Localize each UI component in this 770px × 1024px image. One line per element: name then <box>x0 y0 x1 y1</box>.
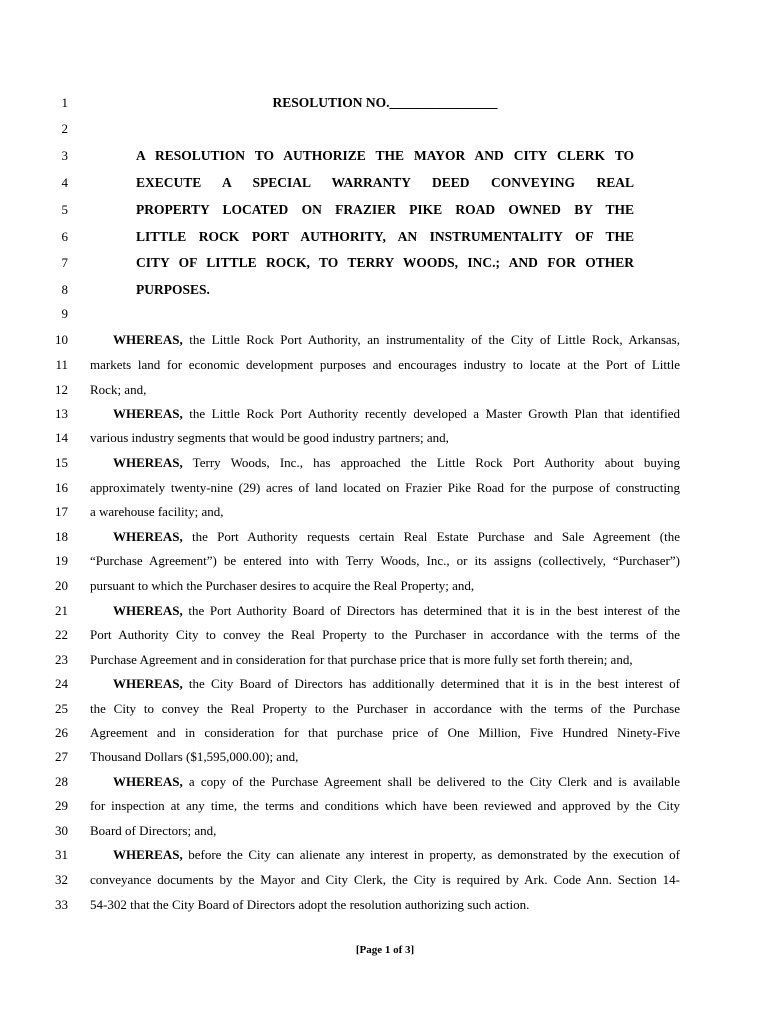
whereas-clause-start: WHEREAS, before the City can alienate any interest in property, as demonstrated by the execution of <box>113 847 680 862</box>
document-line <box>0 252 770 274</box>
line-number: 6 <box>61 229 68 244</box>
document-line <box>0 452 770 474</box>
document-line <box>0 427 770 449</box>
line-number: 18 <box>55 529 68 544</box>
line-number: 11 <box>55 357 68 372</box>
line-number: 23 <box>55 652 68 667</box>
whereas-clause-line: pursuant to which the Purchaser desires to acquire the Real Property; and, <box>90 578 475 593</box>
line-number: 16 <box>55 480 68 495</box>
whereas-clause-line: “Purchase Agreement”) be entered into with Terry Woods, Inc., or its assigns (collectively, “Purchaser”) <box>90 553 680 568</box>
document-line <box>0 771 770 793</box>
document-line <box>0 844 770 866</box>
document-line <box>0 403 770 425</box>
resolution-title-line: PURPOSES. <box>136 282 210 297</box>
whereas-clause-line: various industry segments that would be good industry partners; and, <box>90 430 449 445</box>
document-line <box>0 820 770 842</box>
line-number: 7 <box>61 255 68 270</box>
line-number: 13 <box>55 406 68 421</box>
resolution-title-line: EXECUTE A SPECIAL WARRANTY DEED CONVEYING REAL <box>136 175 634 190</box>
document-line <box>0 329 770 351</box>
line-number: 32 <box>55 872 68 887</box>
whereas-clause-line: the City to convey the Real Property to the Purchaser in accordance with the terms of the Purchase <box>90 701 680 716</box>
whereas-clause-start: WHEREAS, the Little Rock Port Authority, an instrumentality of the City of Little Rock, Arkansas, <box>113 332 680 347</box>
line-number: 28 <box>55 774 68 789</box>
line-number: 33 <box>55 897 68 912</box>
line-number: 3 <box>61 148 68 163</box>
document-line <box>0 550 770 572</box>
document-line <box>0 379 770 401</box>
whereas-clause-line: Agreement and in consideration for that purchase price of One Million, Five Hundred Ninety-Five <box>90 725 680 740</box>
whereas-keyword: WHEREAS, <box>113 774 183 789</box>
whereas-clause-start: WHEREAS, a copy of the Purchase Agreement shall be delivered to the City Clerk and is available <box>113 774 680 789</box>
document-line <box>0 869 770 891</box>
whereas-keyword: WHEREAS, <box>113 847 183 862</box>
resolution-number-title: RESOLUTION NO.________________ <box>272 95 498 110</box>
whereas-clause-line: markets land for economic development purposes and encourages industry to locate at the Port of Little <box>90 357 680 372</box>
whereas-clause-line: a warehouse facility; and, <box>90 504 224 519</box>
document-line <box>0 894 770 916</box>
whereas-clause-line: approximately twenty-nine (29) acres of land located on Frazier Pike Road for the purpose of constructing <box>90 480 680 495</box>
whereas-clause-line: Board of Directors; and, <box>90 823 217 838</box>
document-line <box>0 303 770 325</box>
document-line <box>0 575 770 597</box>
whereas-keyword: WHEREAS, <box>113 455 183 470</box>
line-number: 10 <box>55 332 68 347</box>
document-line <box>0 746 770 768</box>
document-line <box>0 477 770 499</box>
document-line <box>0 145 770 167</box>
whereas-clause-line: Rock; and, <box>90 382 147 397</box>
whereas-keyword: WHEREAS, <box>113 676 183 691</box>
line-number: 12 <box>55 382 68 397</box>
document-line <box>0 226 770 248</box>
whereas-clause-line: Thousand Dollars ($1,595,000.00); and, <box>90 749 299 764</box>
whereas-clause-line: Purchase Agreement and in consideration for that purchase price that is more fully set forth therein; and, <box>90 652 633 667</box>
line-number: 25 <box>55 701 68 716</box>
whereas-clause-line: Port Authority City to convey the Real Property to the Purchaser in accordance with the terms of the <box>90 627 680 642</box>
whereas-clause-start: WHEREAS, the City Board of Directors has additionally determined that it is in the best interest of <box>113 676 680 691</box>
line-number: 26 <box>55 725 68 740</box>
line-number: 2 <box>61 121 68 136</box>
document-line <box>0 199 770 221</box>
line-number: 17 <box>55 504 68 519</box>
line-number: 14 <box>55 430 68 445</box>
resolution-title-line: PROPERTY LOCATED ON FRAZIER PIKE ROAD OWNED BY THE <box>136 202 634 217</box>
whereas-clause-start: WHEREAS, Terry Woods, Inc., has approached the Little Rock Port Authority about buying <box>113 455 680 470</box>
whereas-clause-start: WHEREAS, the Port Authority Board of Directors has determined that it is in the best interest of the <box>113 603 680 618</box>
line-number: 21 <box>55 603 68 618</box>
line-number: 24 <box>55 676 68 691</box>
line-number: 20 <box>55 578 68 593</box>
line-number: 27 <box>55 749 68 764</box>
document-line <box>0 279 770 301</box>
line-number: 15 <box>55 455 68 470</box>
resolution-title-line: CITY OF LITTLE ROCK, TO TERRY WOODS, INC.; AND FOR OTHER <box>136 255 634 270</box>
document-line <box>0 526 770 548</box>
document-line <box>0 600 770 622</box>
document-line <box>0 118 770 140</box>
document-line <box>0 354 770 376</box>
whereas-clause-line: conveyance documents by the Mayor and City Clerk, the City is required by Ark. Code Ann. Section 14- <box>90 872 680 887</box>
document-line <box>0 795 770 817</box>
line-number: 31 <box>55 847 68 862</box>
whereas-clause-start: WHEREAS, the Little Rock Port Authority recently developed a Master Growth Plan that identified <box>113 406 680 421</box>
document-line <box>0 172 770 194</box>
whereas-keyword: WHEREAS, <box>113 603 183 618</box>
document-line <box>0 698 770 720</box>
document-line <box>0 92 770 114</box>
page-footer: [Page 1 of 3] <box>355 944 415 956</box>
line-number: 9 <box>61 306 68 321</box>
whereas-keyword: WHEREAS, <box>113 332 183 347</box>
resolution-title-line: A RESOLUTION TO AUTHORIZE THE MAYOR AND CITY CLERK TO <box>136 148 634 163</box>
resolution-title-line: LITTLE ROCK PORT AUTHORITY, AN INSTRUMENTALITY OF THE <box>136 229 634 244</box>
line-number: 8 <box>61 282 68 297</box>
document-line <box>0 624 770 646</box>
line-number: 1 <box>61 95 68 110</box>
line-number: 5 <box>61 202 68 217</box>
document-line <box>0 722 770 744</box>
whereas-keyword: WHEREAS, <box>113 406 183 421</box>
line-number: 19 <box>55 553 68 568</box>
whereas-clause-line: 54-302 that the City Board of Directors adopt the resolution authorizing such action. <box>90 897 530 912</box>
whereas-keyword: WHEREAS, <box>113 529 183 544</box>
document-line <box>0 673 770 695</box>
document-line <box>0 649 770 671</box>
line-number: 30 <box>55 823 68 838</box>
document-line <box>0 501 770 523</box>
line-number: 29 <box>55 798 68 813</box>
whereas-clause-start: WHEREAS, the Port Authority requests certain Real Estate Purchase and Sale Agreement (the <box>113 529 680 544</box>
line-number: 22 <box>55 627 68 642</box>
whereas-clause-line: for inspection at any time, the terms and conditions which have been reviewed and approved by the City <box>90 798 680 813</box>
line-number: 4 <box>61 175 68 190</box>
